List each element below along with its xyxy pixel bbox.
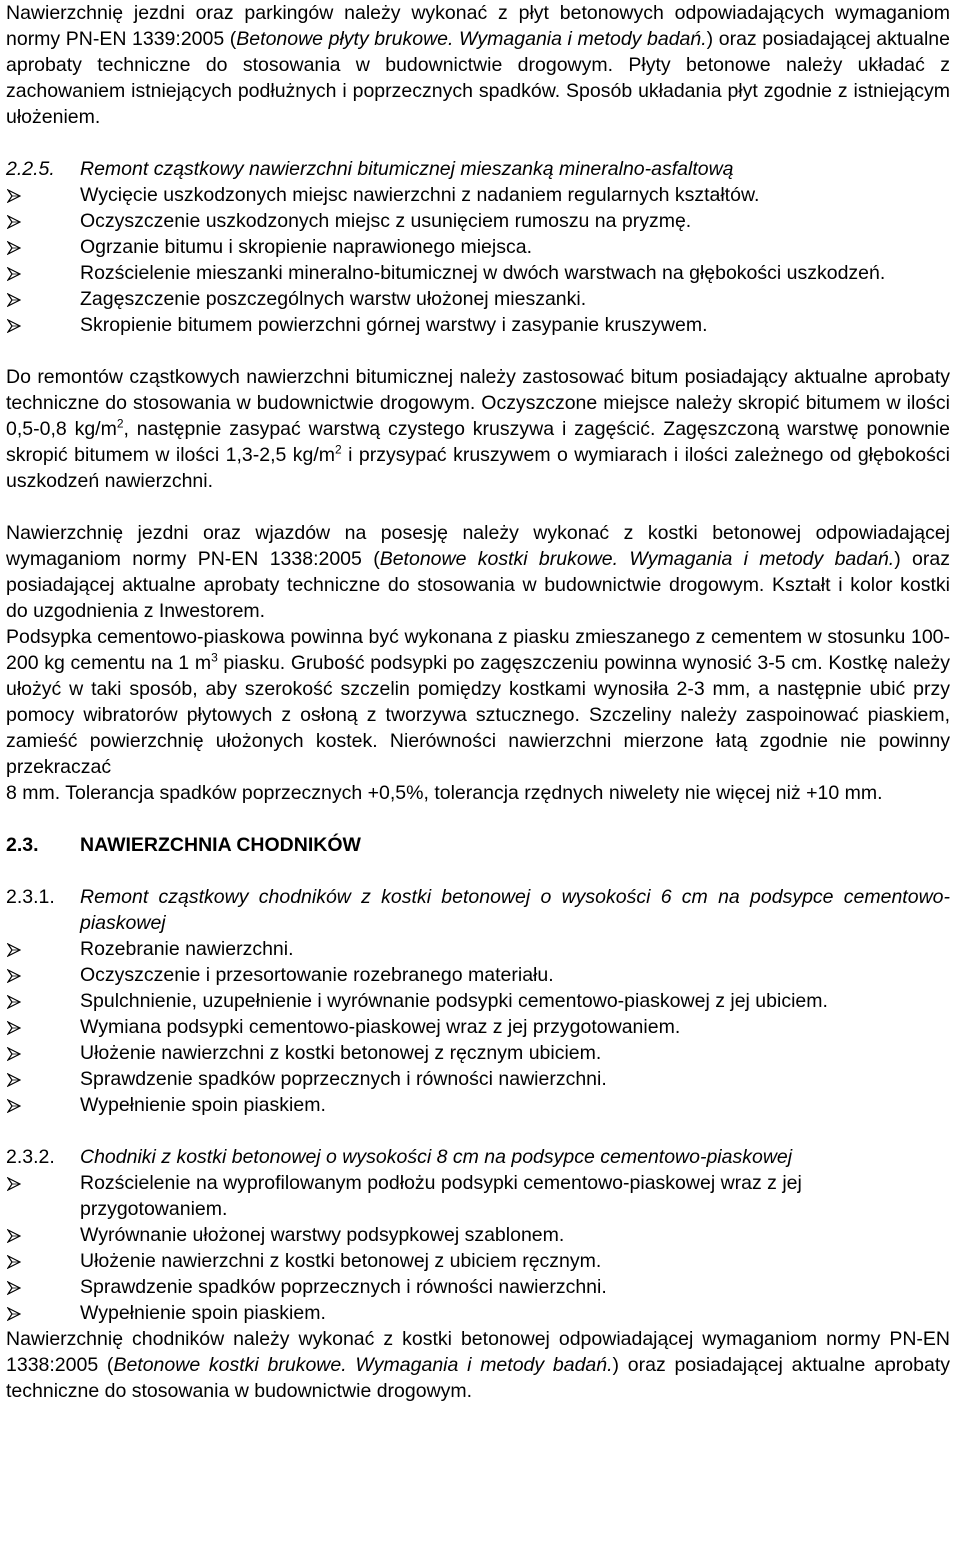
list-item	[6, 286, 950, 312]
list-item	[6, 1248, 950, 1274]
section-number: 2.2.5.	[6, 158, 55, 180]
arrow-bullet-icon	[6, 1248, 80, 1274]
bullet-list-2-2-5	[6, 182, 950, 338]
arrow-bullet-icon	[6, 1040, 80, 1066]
arrow-bullet-icon	[6, 286, 80, 312]
list-item	[6, 1170, 950, 1222]
bullet-list-2-3-1	[6, 936, 950, 1118]
list-item-text: Spulchnienie, uzupełnienie i wyrównanie podsypki cementowo-piaskowej z jej ubiciem.	[80, 990, 828, 1012]
arrow-bullet-icon	[6, 182, 80, 208]
arrow-bullet-icon	[6, 1274, 80, 1300]
list-item-text: Rozścielenie na wyprofilowanym podłożu podsypki cementowo-piaskowej wraz z jej przygotowaniem.	[80, 1172, 802, 1220]
list-item	[6, 936, 950, 962]
list-item	[6, 260, 950, 286]
list-item-text: Sprawdzenie spadków poprzecznych i równości nawierzchni.	[80, 1068, 607, 1090]
list-item	[6, 1040, 950, 1066]
paving-stone-paragraph: Nawierzchnię jezdni oraz wjazdów na posesję należy wykonać z kostki betonowej odpowiadającej wymaganiom normy PN-EN 1338:2005 (Betonowe kostki brukowe. Wymagania i metody badań.) oraz posiadającej aktualne aprobaty techniczne do stosowania w budownictwie drogowym. Kształt i kolor kostki do uzgodnienia z Inwestorem.	[6, 522, 950, 622]
arrow-bullet-icon	[6, 1300, 80, 1326]
section-number: 2.3.1.	[6, 886, 55, 908]
list-item-text: Oczyszczenie i przesortowanie rozebranego materiału.	[80, 964, 554, 986]
list-item-text: Wymiana podsypki cementowo-piaskowej wraz z jej przygotowaniem.	[80, 1016, 681, 1038]
list-item-text: Sprawdzenie spadków poprzecznych i równości nawierzchni.	[80, 1276, 607, 1298]
arrow-bullet-icon	[6, 936, 80, 962]
intro-paragraph: Nawierzchnię jezdni oraz parkingów należy wykonać z płyt betonowych odpowiadających wymaganiom normy PN-EN 1339:2005 (Betonowe płyty brukowe. Wymagania i metody badań.) oraz posiadającej aktualne aprobaty techniczne do stosowania w budownictwie drogowym. Płyty betonowe należy układać z zachowaniem istniejących podłużnych i poprzecznych spadków. Sposób układania płyt zgodnie z istniejącym ułożeniem.	[6, 2, 950, 128]
section-number: 2.3.	[6, 834, 39, 856]
section-number: 2.3.2.	[6, 1146, 55, 1168]
bedding-paragraph: Podsypka cementowo-piaskowa powinna być wykonana z piasku zmieszanego z cementem w stosunku 100-200 kg cementu na 1 $m^3$ piasku. Grubość podsypki po zagęszczeniu powinna wynosić 3-5 cm. Kostkę należy ułożyć w taki sposób, aby szerokość szczelin pomiędzy kostkami wynosiła 2-3 mm, a następnie ubić przy pomocy wibratorów płytowych z osłoną z tworzywa sztucznego. Szczeliny należy zaspoinować piaskiem, zamieść powierzchnię ułożonych kostek. Nierówności nawierzchni mierzone łatą zgodnie nie powinny przekraczać	[6, 626, 950, 778]
list-item-text: Oczyszczenie uszkodzonych miejsc z usunięciem rumoszu na pryzmę.	[80, 210, 692, 232]
arrow-bullet-icon	[6, 260, 80, 286]
section-2-3-1-heading	[6, 884, 950, 936]
arrow-bullet-icon	[6, 1222, 80, 1248]
section-title: NAWIERZCHNIA CHODNIKÓW	[80, 834, 361, 856]
list-item-text: Wycięcie uszkodzonych miejsc nawierzchni z nadaniem regularnych kształtów.	[80, 184, 760, 206]
list-item-text: Wyrównanie ułożonej warstwy podsypkowej szablonem.	[80, 1224, 565, 1246]
list-item	[6, 208, 950, 234]
list-item	[6, 962, 950, 988]
list-item-text: Ułożenie nawierzchni z kostki betonowej z ręcznym ubiciem.	[80, 1042, 602, 1064]
arrow-bullet-icon	[6, 962, 80, 988]
section-title: Remont cząstkowy nawierzchni bitumicznej mieszanką mineralno-asfaltową	[80, 158, 734, 180]
bullet-list-2-3-2	[6, 1170, 950, 1326]
list-item-text: Zagęszczenie poszczególnych warstw ułożonej mieszanki.	[80, 288, 587, 310]
list-item	[6, 1222, 950, 1248]
list-item	[6, 1014, 950, 1040]
final-paragraph: Nawierzchnię chodników należy wykonać z kostki betonowej odpowiadającej wymaganiom normy PN-EN 1338:2005 (Betonowe kostki brukowe. Wymagania i metody badań.) oraz posiadającej aktualne aprobaty techniczne do stosowania w budownictwie drogowym.	[6, 1328, 951, 1402]
list-item	[6, 1274, 950, 1300]
list-item	[6, 1066, 950, 1092]
list-item-text: Wypełnienie spoin piaskiem.	[80, 1094, 326, 1116]
list-item-text: Ułożenie nawierzchni z kostki betonowej z ubiciem ręcznym.	[80, 1250, 602, 1272]
list-item-text: Skropienie bitumem powierzchni górnej warstwy i zasypanie kruszywem.	[80, 314, 708, 336]
arrow-bullet-icon	[6, 1066, 80, 1092]
arrow-bullet-icon	[6, 234, 80, 260]
list-item	[6, 1092, 950, 1118]
section-title: Chodniki z kostki betonowej o wysokości 8 cm na podsypce cementowo-piaskowej	[80, 1146, 793, 1168]
list-item-text: Ogrzanie bitumu i skropienie naprawionego miejsca.	[80, 236, 532, 258]
section-2-3-2-heading	[6, 1144, 950, 1170]
section-2-2-5-heading	[6, 156, 950, 182]
bitumen-paragraph: Do remontów cząstkowych nawierzchni bitumicznej należy zastosować bitum posiadający aktualne aprobaty techniczne do stosowania w budownictwie drogowym. Oczyszczone miejsce należy skropić bitumem w ilości 0,5-0,8 $kg/m^2$, następnie zasypać warstwą czystego kruszywa i zagęścić. Zagęszczoną warstwę ponownie skropić bitumem w ilości 1,3-2,5 $kg/m^2$ i przysypać kruszywem o wymiarach i ilości zależnego od głębokości uszkodzeń nawierzchni.	[6, 366, 950, 492]
arrow-bullet-icon	[6, 1092, 80, 1118]
arrow-bullet-icon	[6, 988, 80, 1014]
list-item-text: Wypełnienie spoin piaskiem.	[80, 1302, 326, 1324]
arrow-bullet-icon	[6, 312, 80, 338]
list-item	[6, 312, 950, 338]
arrow-bullet-icon	[6, 1014, 80, 1040]
arrow-bullet-icon	[6, 1170, 80, 1222]
list-item-text: Rozebranie nawierzchni.	[80, 938, 294, 960]
list-item	[6, 1300, 950, 1326]
list-item	[6, 234, 950, 260]
section-title: Remont cząstkowy chodników z kostki betonowej o wysokości 6 cm na podsypce cementowo-piaskowej	[80, 886, 950, 934]
section-2-3-heading	[6, 832, 950, 858]
tolerance-paragraph: 8 mm. Tolerancja spadków poprzecznych +0,5%, tolerancja rzędnych niwelety nie więcej niż +10 mm.	[6, 782, 883, 804]
list-item-text: Rozścielenie mieszanki mineralno-bitumicznej w dwóch warstwach na głębokości uszkodzeń.	[80, 262, 886, 284]
arrow-bullet-icon	[6, 208, 80, 234]
list-item	[6, 182, 950, 208]
list-item	[6, 988, 950, 1014]
